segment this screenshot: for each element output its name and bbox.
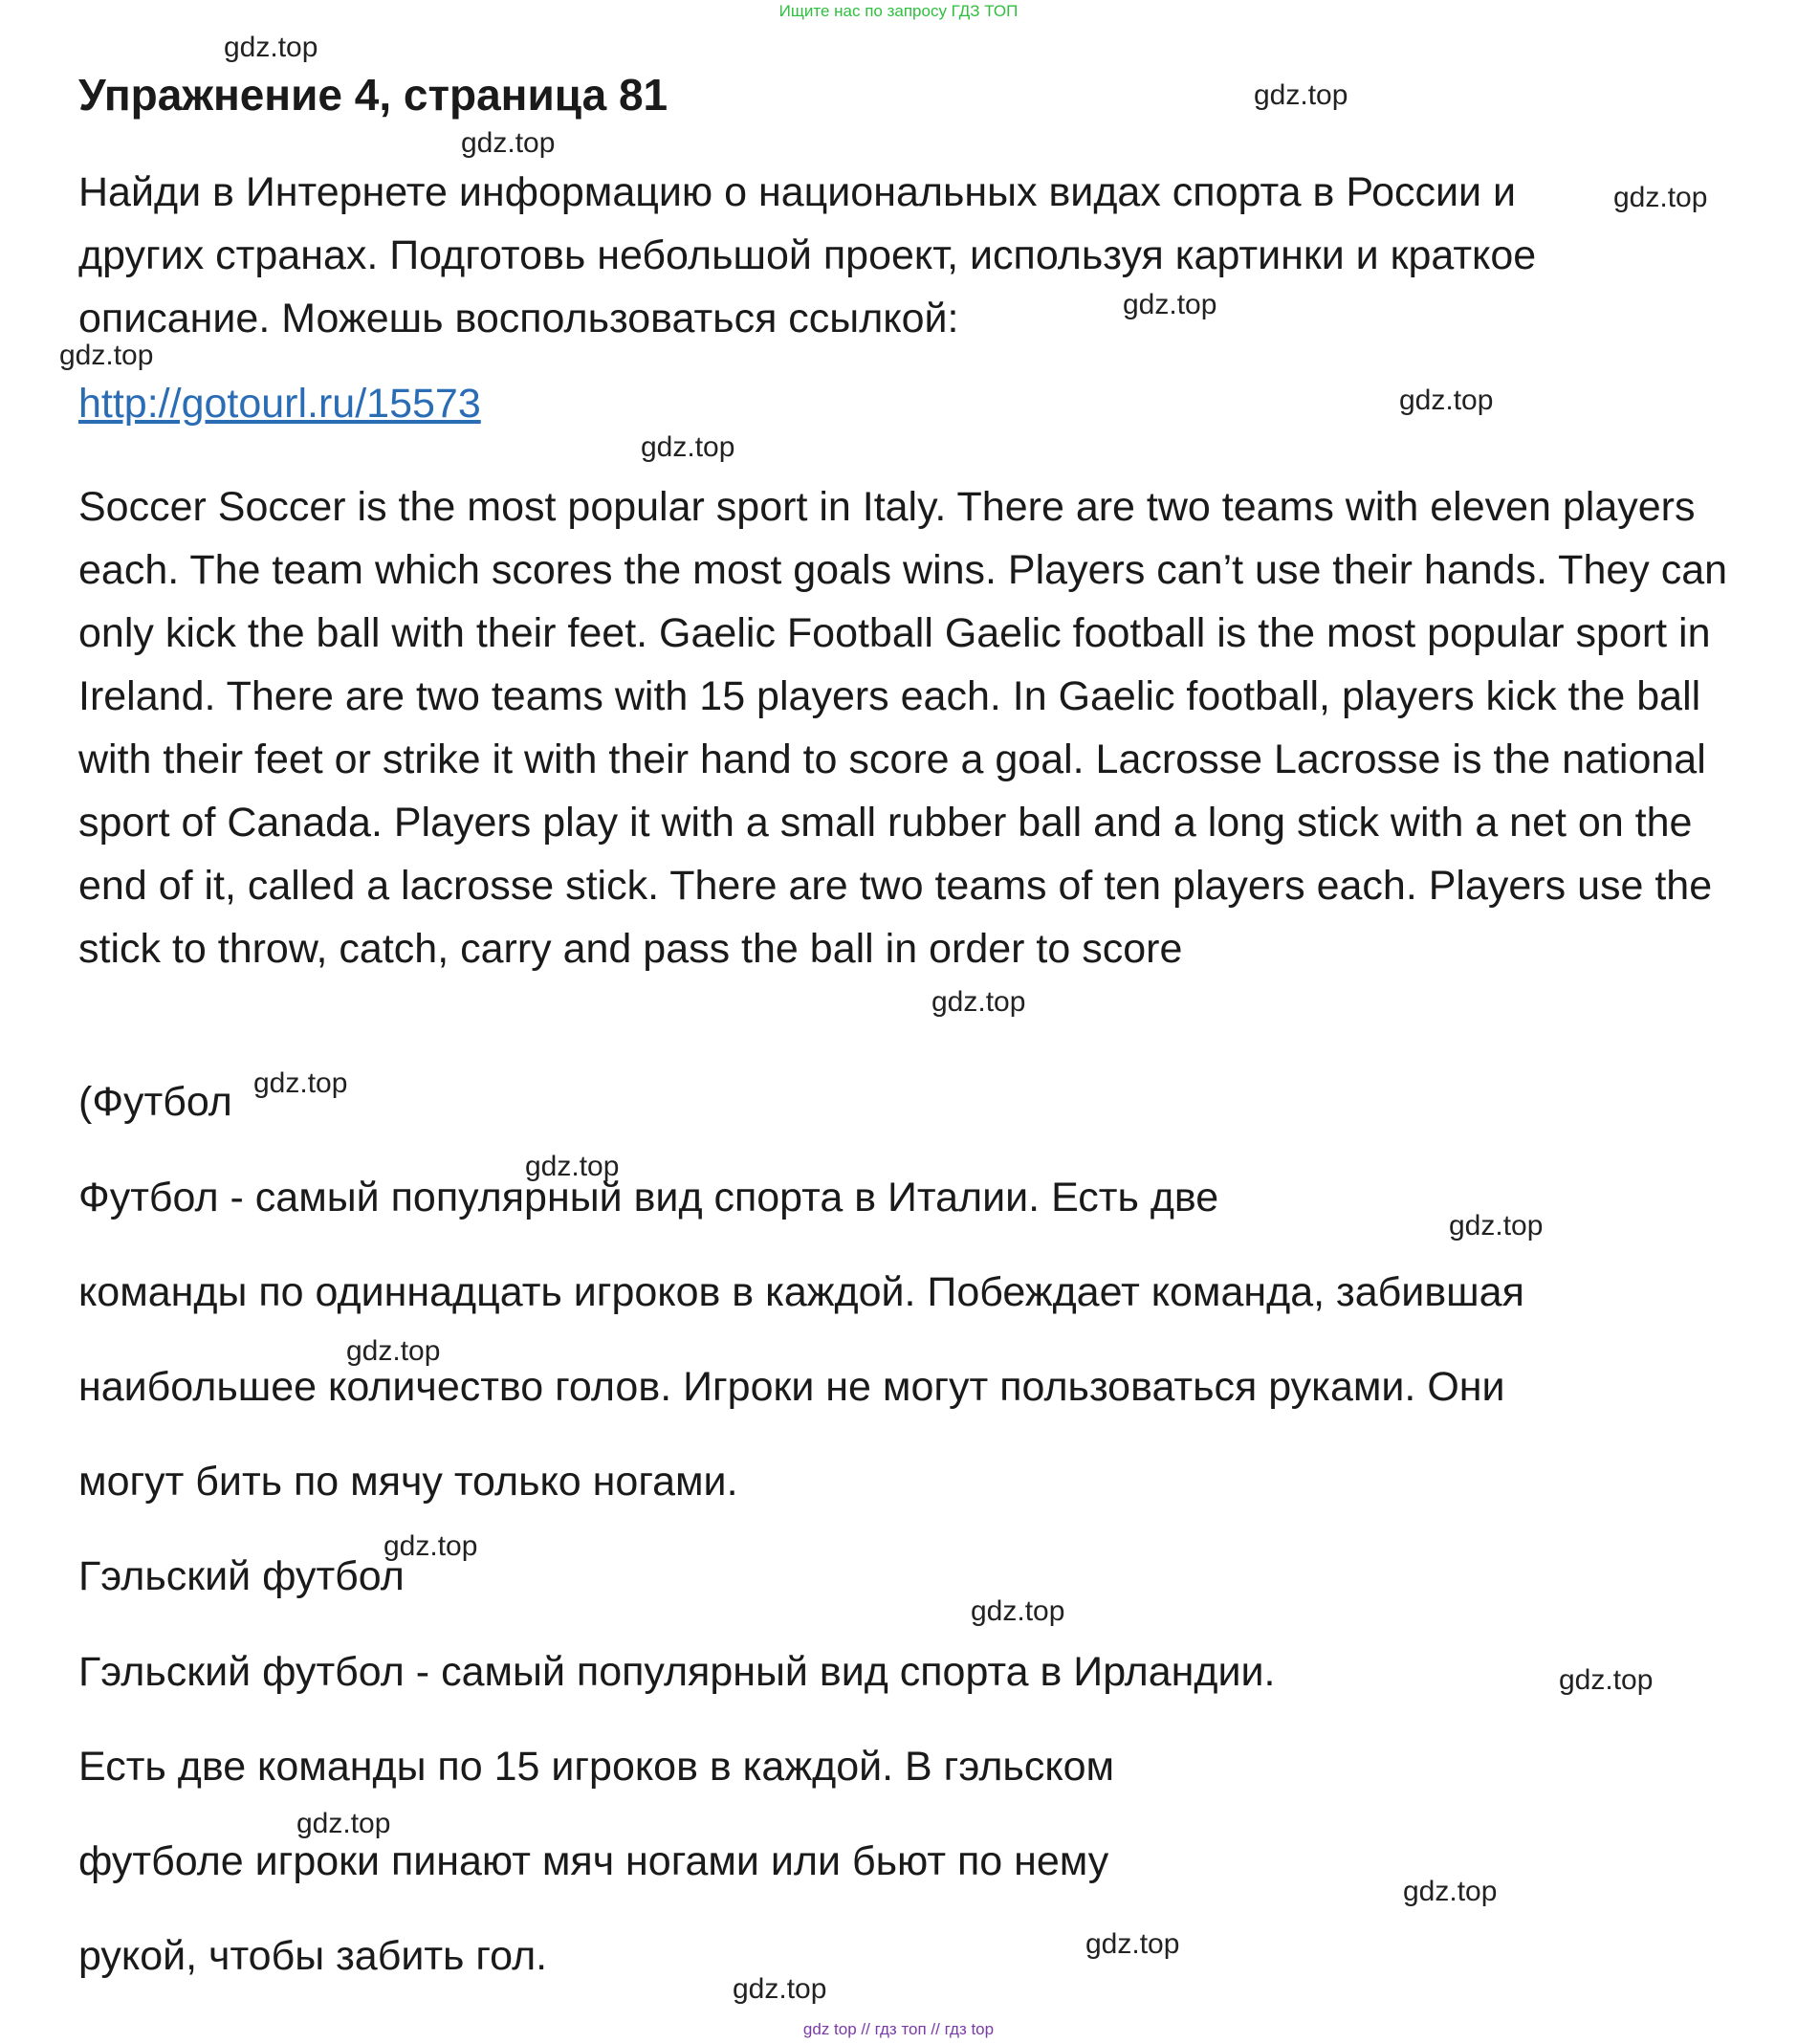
translation-line: Гэльский футбол xyxy=(78,1553,405,1599)
watermark: gdz.top xyxy=(346,1335,441,1367)
translation-line: Есть две команды по 15 игроков в каждой. В гэльском xyxy=(78,1744,1115,1790)
watermark: gdz.top xyxy=(1123,289,1217,320)
watermark: gdz.top xyxy=(224,32,318,63)
watermark: gdz.top xyxy=(296,1808,391,1839)
footer-text: gdz top // гдз топ // гдз top xyxy=(802,2020,995,2038)
watermark: gdz.top xyxy=(1559,1664,1654,1696)
page-title: Упражнение 4, страница 81 xyxy=(78,70,668,120)
task-text: Найди в Интернете информацию о национальных видах спорта в России и других странах. Подготовь небольшой проект, используя картинки и краткое описание. Можешь воспользоваться ссылкой: xyxy=(78,169,1537,341)
watermark: gdz.top xyxy=(253,1067,348,1099)
watermark: gdz.top xyxy=(733,1973,827,2005)
watermark: gdz.top xyxy=(1613,182,1708,213)
answer-english: Soccer Soccer is the most popular sport in Italy. There are two teams with eleven players each. The team which scores the most goals wins. Players can’t use their hands. They can only kick the ball with their feet. Gaelic Football Gaelic football is the most popular sport in Ireland. There are two teams with 15 players each. In Gaelic football, players kick the ball with their feet or strike it with their hand to score a goal. Lacrosse Lacrosse is the national sport of Canada. Players play it with a small rubber ball and a long stick with a net on the end of it, called a lacrosse stick. There are two teams of ten players each. Players use the stick to throw, catch, carry and pass the ball in order to score xyxy=(78,484,1728,972)
watermark: gdz.top xyxy=(971,1595,1065,1627)
watermark: gdz.top xyxy=(1403,1876,1498,1907)
watermark: gdz.top xyxy=(1085,1928,1180,1960)
watermark: gdz.top xyxy=(1399,385,1494,416)
watermark: gdz.top xyxy=(1254,79,1348,111)
watermark: gdz.top xyxy=(525,1151,620,1182)
watermark: gdz.top xyxy=(931,986,1026,1018)
translation-line: команды по одиннадцать игроков в каждой. Побеждает команда, забившая xyxy=(78,1269,1524,1315)
translation-line: Футбол - самый популярный вид спорта в Италии. Есть две xyxy=(78,1175,1219,1220)
translation-line: футболе игроки пинают мяч ногами или бьют по нему xyxy=(78,1838,1109,1884)
watermark: gdz.top xyxy=(384,1530,478,1562)
translation-line: могут бить по мячу только ногами. xyxy=(78,1459,738,1505)
top-banner: Ищите нас по запросу ГДЗ ТОП xyxy=(778,2,1019,20)
watermark: gdz.top xyxy=(59,340,154,371)
translation-line: наибольшее количество голов. Игроки не могут пользоваться руками. Они xyxy=(78,1364,1505,1410)
translation-line: Гэльский футбол - самый популярный вид спорта в Ирландии. xyxy=(78,1649,1276,1695)
watermark: gdz.top xyxy=(461,127,556,159)
translation-line: рукой, чтобы забить гол. xyxy=(78,1933,548,1979)
resource-link[interactable]: http://gotourl.ru/15573 xyxy=(78,381,481,427)
translation-line: (Футбол xyxy=(78,1079,232,1125)
watermark: gdz.top xyxy=(641,431,735,463)
watermark: gdz.top xyxy=(1449,1210,1544,1242)
